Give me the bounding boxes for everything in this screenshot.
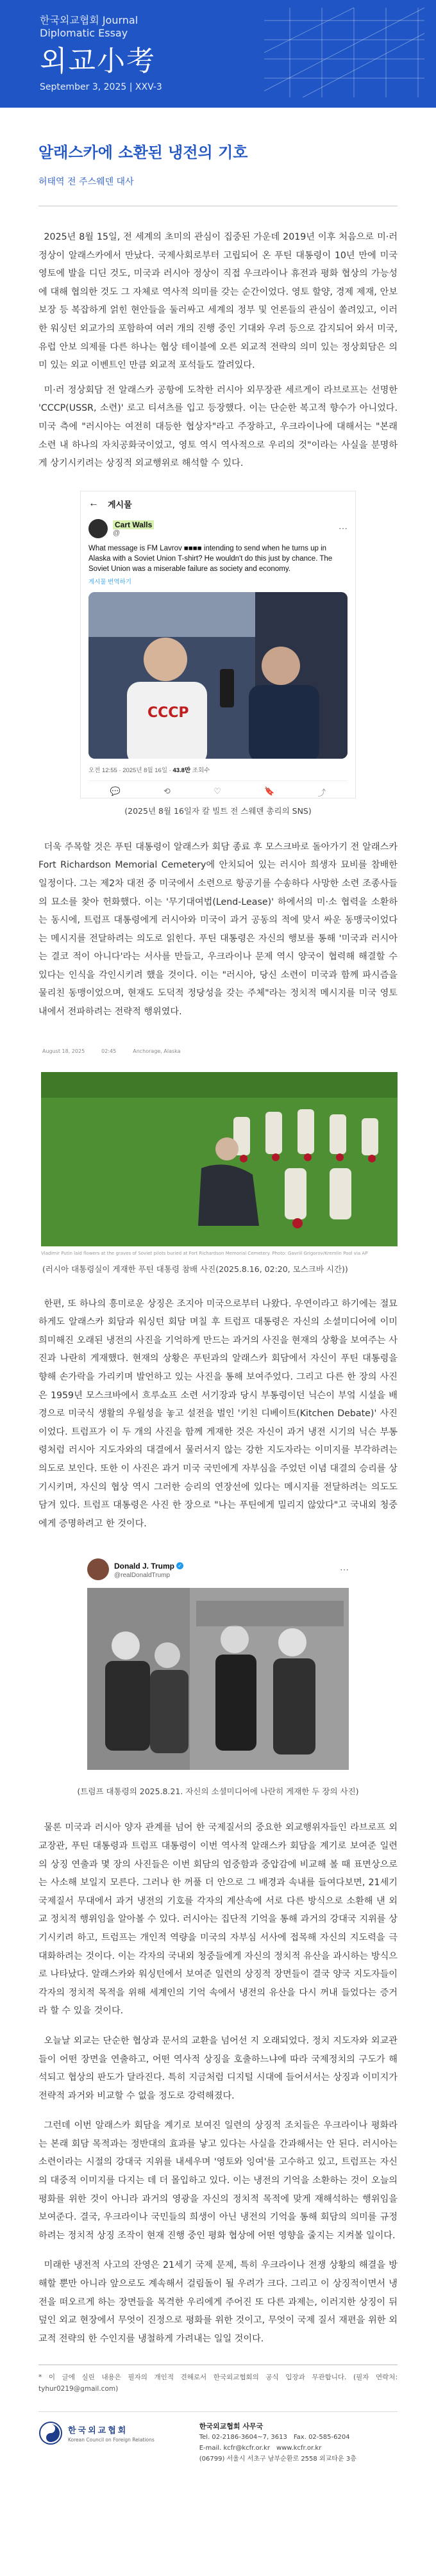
kcfr-seal-icon bbox=[38, 2421, 63, 2445]
tweet-header bbox=[81, 491, 355, 516]
retweet-icon: ⟲ bbox=[163, 786, 171, 796]
tweet-views-label: 조회수 bbox=[190, 766, 210, 774]
reply-icon: 💬 bbox=[110, 786, 121, 796]
paragraph-5: 물론 미국과 러시아 양자 관계를 넘어 한 국제질서의 중요한 외교행위자들인 라브로프 외교장관, 푸틴 대통령과 트럼프 대통령이 이번 역사적 알래스카 회담을 계기로 보여준 일련의 상징 연출과 몇 장의 사진들은 이번 회담의 엄중함과 중압감에 비교해 볼 때 표면상으로는 사소해 보일지 모른다. 그러나 한 꺼풀 더 안으로 그 배경과 속내를 들여다보면, 21세기 국제질서 무대에서 과거 냉전의 기호를 각자의 계산속에 서로 다른 방식으로 소환해 낸 외교 정치적 행위임을 알아볼 수 있다. 러시아는 집단적 기억을 통해 과거의 강대국 지위를 상기시키려 하고, 트럼프는 개인적 역량을 미국의 자부심 서사에 접목해 자신의 지도력을 극대화하려는 것이다. 이는 각자의 국내외 청중들에게 자신의 정치적 유산을 과시하는 방식으로 나타났다. 알래스카와 워싱턴에서 보여준 일련의 상징적 장면들이 결국 양국 지도자들이 각자의 정치적 목적을 위해 세계인의 기억 속에서 냉전의 유산을 다시 꺼내 들었다는 증거라 할 수 있을 것이다. bbox=[38, 1822, 398, 2017]
putin-cemetery-photo bbox=[41, 1072, 398, 1246]
avatar bbox=[87, 1558, 109, 1580]
article-title: 알래스카에 소환된 냉전의 기호 bbox=[38, 144, 248, 161]
photo-header bbox=[41, 1048, 398, 1054]
email[interactable]: E-mail. kcfr@kcfr.or.kr bbox=[199, 2445, 270, 2452]
tweet-meta bbox=[81, 759, 355, 780]
paragraph-3: 더욱 주목할 것은 푸틴 대통령이 알래스카 회담 종료 후 모스크바로 돌아가기 전 알래스카 Fort Richardson Memorial Cemetery에 안치되어 있는 러시아 희생자 묘비를 참배한 일정이다. 그는 제2차 대전 중 미국에서 소련으로 항공기를 수송하다 사망한 소련 조종사들의 묘소를 찾아 헌화했다. 이는 '무기대여법(Lend-Lease)' 하에서의 미·소 협력을 소환하는 동시에, 트럼프 대통령에게 러시아와 미국이 과거 공동의 적에 맞서 싸운 동맹국이었다는 메시지를 전달하려는 의도로 읽힌다. 푸틴 대통령은 자신의 행보를 통해 '미국과 러시아는 결코 적이 아니다'라는 서사를 만들고, 우크라이나 문제 역시 양국이 협력해 해결할 수 있다는 인식을 각인시키려 했을 것이다. 이는 "러시아, 당신 소련이 미국과 함께 파시즘을 물리친 동맹이었으며, 현재도 도덕적 정당성을 갖는 주체"라는 정치적 메시지를 미국 영토 내에서 전파하려는 전략적 행위였다. bbox=[38, 841, 398, 1018]
logo-korean: 한국외교협회 bbox=[68, 2426, 128, 2436]
back-arrow-icon: ← bbox=[88, 498, 99, 509]
tweet-text: What message is FM Lavrov ■■■■ intending to send when he turns up in Alaska with a Soviet Union T-shirt? He wouldn't do this just by chance. The Soviet Union was a miserable failure as society and economy. bbox=[88, 544, 333, 573]
journal-name: 한국외교협회 Journal bbox=[40, 14, 138, 26]
caption-3: (트럼프 대통령의 2025.8.21. 자신의 소셜미디어에 나란히 게재한 두 장의 사진) bbox=[77, 1787, 359, 1797]
website[interactable]: www.kcfr.or.kr bbox=[276, 2445, 322, 2452]
photo-credit: Vladimir Putin laid flowers at the graves of Soviet pilots buried at Fort Richardson Memorial Cemetery. Photo: Gavriil Grigorov/Kremlin Pool via AP bbox=[41, 1250, 368, 1256]
tweet-screenshot-bildt bbox=[80, 491, 356, 798]
like-icon: ♡ bbox=[214, 786, 221, 796]
photo-date: August 18, 2025 bbox=[42, 1048, 85, 1054]
tweet-user-name: Cart Walls bbox=[113, 520, 154, 529]
collage-illustration bbox=[87, 1588, 349, 1770]
paragraph-2: 미·러 정상회담 전 알래스카 공항에 도착한 러시아 외무장관 세르게이 라브로프는 선명한 'CCCP(USSR, 소련)' 로고 티셔츠를 입고 등장했다. 이는 단순한 복고적 향수가 아니었다. 미국 측에 "러시아는 여전히 대등한 협상자"라고 주장하고, 우크라이나에 대해서는 "본래 소련 내 하나의 자치공화국이었고, 영토 역시 역사적으로 우리의 것"이라는 사실을 분명하게 상기시키려는 상징적 외교행위로 해석할 수 있다. bbox=[38, 384, 398, 469]
post-user-handle: @realDonaldTrump bbox=[114, 1571, 171, 1579]
tweet-views: 43.8만 bbox=[172, 766, 191, 774]
paragraph-4: 한편, 또 하나의 흥미로운 상징은 조지아 미국으로부터 나왔다. 우연이라고 하기에는 절묘하게도 알래스카 회담과 워싱턴 회담 며칠 후 트럼프 대통령은 자신의 소셜미디어에 이미 희미해진 오래된 냉전의 사진을 기억하게 만드는 과거의 사진을 현재의 상황을 보여주는 사진과 나란히 게재했다. 현재의 상황은 푸틴과의 알래스카 회담에서 자신이 푸틴 대통령을 향해 손가락을 가리키며 발언하고 있는 사진을 통해 보여주었다. 그리고 다른 한 장의 사진은 1959년 모스크바에서 흐루쇼프 소련 서기장과 당시 부통령이던 닉슨이 부엌 시설을 배경으로 미국식 생활의 우월성을 놓고 설전을 벌인 '키친 디베이트(Kitchen Debate)' 사진이었다. 트럼프가 이 두 개의 사진을 함께 게재한 것은 자신이 과거 냉전 시기의 닉슨 부통령처럼 러시아 지도자와의 대결에서 물러서지 않는 강한 지도자라는 이미지를 부각하려는 의도로 보인다. 또한 이 사진은 과거 미국 국민에게 자부심을 주었던 이념 대결의 승리를 상기시키며, 자신의 협상 역시 그러한 승리의 연장선에 있다는 메시지를 전달하려는 의도도 담겨 있다. 트럼프 대통령은 사진 한 장으로 "나는 푸틴에게 밀리지 않았다"고 국내외 청중에게 증명하려고 한 것이다. bbox=[38, 1298, 398, 1529]
journal-title: 외교小考 bbox=[40, 45, 156, 78]
post-user bbox=[87, 1556, 349, 1583]
journal-header bbox=[0, 0, 436, 108]
article-body bbox=[0, 140, 436, 2465]
caption-2: (러시아 대통령실이 게재한 푸틴 대통령 참배 사진(2025.8.16, 02:20, 모스크바 시간)) bbox=[42, 1264, 348, 1274]
journal-subtitle: Diplomatic Essay bbox=[40, 27, 128, 39]
caption-1: (2025년 8월 16일자 칼 빌트 전 스웨덴 총리의 SNS) bbox=[124, 805, 312, 816]
fax: Fax. 02-585-6204 bbox=[293, 2434, 350, 2441]
issue-info: September 3, 2025 | XXV-3 bbox=[40, 82, 162, 92]
telephone: Tel. 02-2186-3604~7, 3613 bbox=[199, 2434, 287, 2441]
kcfr-logo bbox=[38, 2421, 155, 2445]
translate-link: 게시물 번역하기 bbox=[88, 578, 131, 586]
logo-english: Korean Council on Foreign Relations bbox=[68, 2437, 155, 2443]
more-icon: ⋯ bbox=[340, 1564, 349, 1574]
address: (06799) 서울시 서초구 남부순환로 2558 외교타운 3층 bbox=[199, 2456, 356, 2463]
truth-social-post-trump bbox=[87, 1556, 349, 1772]
cemetery-photo-illustration bbox=[41, 1072, 398, 1246]
paragraph-8: 미래한 냉전적 사고의 잔영은 21세기 국제 문제, 특히 우크라이나 전쟁 상황의 해결을 방해할 뿐만 아니라 앞으로도 계속해서 걸림돌이 될 우려가 크다. 그리고 이 상징적이면서 냉전을 떠오르게 하는 장면들을 목격한 우리에게 주어진 또 다른 과제는, 이러지한 상징이 뒤덮인 외교 현장에서 무엇이 진정으로 평화를 위한 것이고, 무엇이 국제 질서 재편을 위한 외교적 전략의 한 수인지를 냉철하게 가려내는 일일 것이다. bbox=[38, 2260, 398, 2344]
tweet-user-handle: @ bbox=[113, 529, 121, 537]
putin-cemetery-figure bbox=[41, 1048, 398, 1275]
post-photo-collage bbox=[87, 1588, 349, 1770]
more-icon: ⋯ bbox=[339, 523, 348, 534]
secretariat-name: 한국외교협회 사무국 bbox=[199, 2422, 264, 2431]
tweet-actions bbox=[81, 781, 355, 804]
photo-time: 02:45 bbox=[101, 1048, 117, 1054]
lavrov-photo-illustration bbox=[88, 592, 348, 759]
svg-text:СССР: СССР bbox=[147, 704, 189, 721]
paragraph-6: 오늘날 외교는 단순한 협상과 문서의 교환을 넘어선 지 오래되었다. 정치 지도자와 외교관들이 어떤 장면을 연출하고, 어떤 역사적 상징을 호출하느냐에 따라 국제정치의 구도가 해석되고 협상의 판도가 달라진다. 특히 지금처럼 디지털 시대에 들어서서는 상징과 이미지가 전략적 과거와 비교할 수 없을 정도로 강력해졌다. bbox=[38, 2035, 398, 2101]
tweet-time: 오전 12:55 · 2025년 8월 16일 · bbox=[88, 766, 173, 774]
paragraph-1: 2025년 8월 15일, 전 세계의 초미의 관심이 집중된 가운데 2019년 이후 처음으로 미·러 정상이 알래스카에서 만났다. 국제사회로부터 고립되어 온 푸틴 대통령이 10년 만에 미국 영토에 발을 디딘 것도, 미국과 러시아 정상이 직접 우크라이나 휴전과 평화 협상의 가능성에 대해 협의한 것도 그 자체로 역사적 의미를 갖는 순간이었다. 영토 할양, 경제 제재, 안보 보장 등 복잡하게 얽힌 현안들을 둘러싸고 세계의 정부 및 언론들의 관심이 쏠려있고, 이러한 워싱턴 외교가의 포함하여 여러 개의 진행 중인 기대와 우려 등으로 감지되어 와서 미국, 유럽 안보 의제를 다른 하나는 협상 테이블에 오른 외교적 전략의 의미 있는 정상회담은 의미 있는 외교 이벤트인 만큼 외교적 포석들도 깔려있다. bbox=[38, 232, 398, 371]
avatar bbox=[88, 519, 108, 538]
tweet-user bbox=[81, 516, 355, 541]
footer bbox=[38, 2411, 398, 2465]
contact-info bbox=[199, 2421, 356, 2465]
share-icon: ⤴ bbox=[317, 788, 326, 798]
article-author: 허태역 전 주스웨덴 대사 bbox=[38, 177, 134, 187]
tweet-photo-lavrov bbox=[88, 592, 348, 759]
tweet-header-label: 게시물 bbox=[108, 499, 132, 509]
post-user-name: Donald J. Trump bbox=[114, 1561, 175, 1571]
verified-icon: ✓ bbox=[176, 1562, 183, 1569]
paragraph-7: 그런데 이번 알래스카 회담을 계기로 보여진 일련의 상징적 조치들은 우크라이나 평화라는 본래 회담 목적과는 정반대의 효과를 낳고 있다는 사실을 간과해서는 안 된다. 러시아는 소련이라는 시절의 강대국 지위를 내세우며 '영토와 잉여'를 고수하고 있고, 트럼프는 자신의 대중적 이미지를 다지는 데 더 몰입하고 있다. 이는 냉전의 기억을 소환하는 것이 오늘의 평화를 위한 것이 아니라 과거의 영광을 자신의 정치적 목적에 맞게 재해석하는 행위임을 보여준다. 결국, 우크라이나 국민들의 희생이 아닌 냉전의 기억을 통해 회담의 의미를 규정하려는 정치적 상징 조작이 현재 진행 중인 평화 협상에 어떤 영향을 줄지는 지켜볼 일이다. bbox=[38, 2120, 398, 2241]
bookmark-icon: 🔖 bbox=[264, 786, 275, 796]
photo-location: Anchorage, Alaska bbox=[133, 1048, 181, 1054]
footnote: * 이 글에 실린 내용은 필자의 개인적 견해로서 한국외교협회의 공식 입장과 무관합니다. (필자 연락처: tyhur0219@gmail.com) bbox=[38, 2374, 398, 2393]
header-grid-decoration bbox=[264, 8, 424, 97]
